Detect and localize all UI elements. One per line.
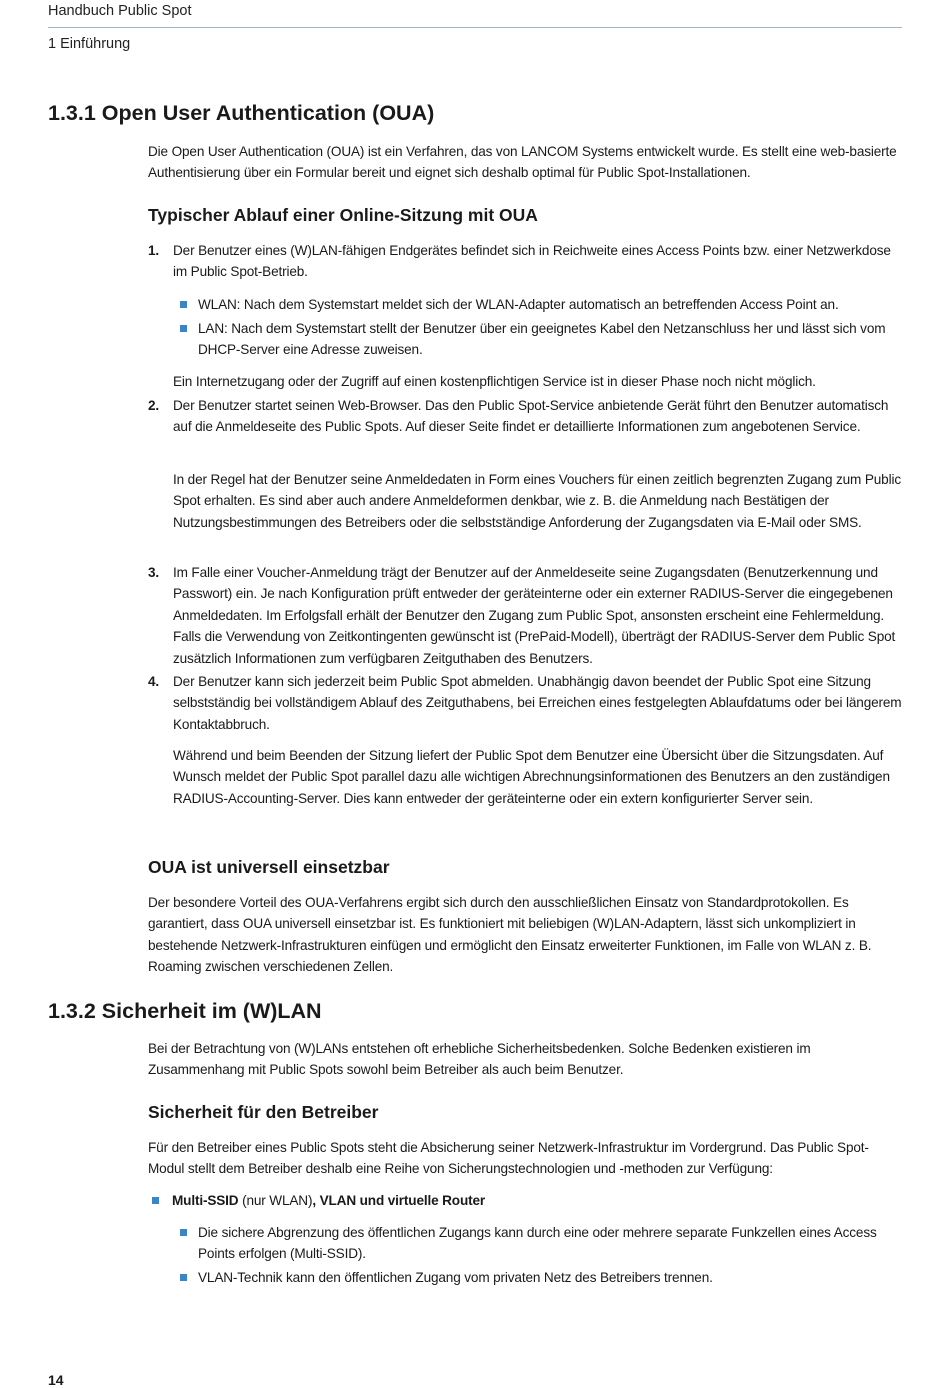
step-1 [148,240,903,283]
list-item-text: WLAN: Nach dem Systemstart meldet sich der WLAN-Adapter automatisch an betreffenden Access Point an. [198,297,839,312]
subheading-operator-security: Sicherheit für den Betreiber [148,1102,379,1122]
bullet-square-icon [180,1274,187,1281]
bullet-square-icon [180,1229,187,1236]
step-text: Im Falle einer Voucher-Anmeldung trägt der Benutzer auf der Anmeldeseite seine Zugangsdaten (Benutzerkennung und Passwort) ein. Je nach Konfiguration prüft entweder der geräteinterne oder ein externer RADIUS-Server die eingegebenen Anmeldedaten. Im Erfolgsfall erhält der Benutzer den Zugang zum Public Spot, ansonsten erscheint eine Fehlermeldung. Falls die Verwendung von Zeitkontingenten gewünscht ist (PrePaid-Modell), überträgt der RADIUS-Server dem Public Spot zusätzlich Informationen zum verfügbaren Zeitguthaben des Benutzers. [173,565,896,666]
list-item-text: Die sichere Abgrenzung des öffentlichen Zugangs kann durch eine oder mehrere separate Funkzellen eines Access Points erfolgen (Multi-SSID). [198,1225,877,1262]
step-4 [148,671,903,735]
step-text: Der Benutzer kann sich jederzeit beim Public Spot abmelden. Unabhängig davon beendet der Public Spot eine Sitzung selbstständig bei vollständigem Ablauf des Zeitguthabens, bei Erreichen eines festgelegten Ablaufdatums oder bei längerem Kontaktabbruch. [173,674,902,732]
step-1-note: Ein Internetzugang oder der Zugriff auf einen kostenpflichtigen Service ist in dieser Phase noch nicht möglich. [173,374,816,389]
term-multi-ssid: Multi-SSID [172,1193,239,1208]
list-item-lan [180,318,903,361]
step-4-note: Während und beim Beenden der Sitzung liefert der Public Spot dem Benutzer eine Übersicht über die Sitzungsdaten. Auf Wunsch meldet der Public Spot parallel dazu alle wichtigen Abrechnungsinformationen des Benutzers an den zuständigen RADIUS-Accounting-Server. Dies kann entweder der geräteinterne oder ein extern konfigurierter Server sein. [173,748,890,806]
list-item-text: VLAN-Technik kann den öffentlichen Zugang vom privaten Netz des Betreibers trennen. [198,1270,713,1285]
list-item-wlan [180,294,903,315]
list-item-text [172,1190,903,1211]
step-number: 2. [148,398,160,413]
bullet-square-icon [180,301,187,308]
bullet-square-icon [180,325,187,332]
step-2 [148,395,903,438]
list-item-multi-ssid [152,1190,903,1211]
manual-title: Handbuch Public Spot [48,3,192,19]
step-3 [148,562,903,669]
term-note: (nur WLAN) [238,1193,313,1208]
security-intro-paragraph: Bei der Betrachtung von (W)LANs entstehen oft erhebliche Sicherheitsbedenken. Solche Bedenken existieren im Zusammenhang mit Public Spots sowohl beim Betreiber als auch beim Benutzer. [148,1041,811,1078]
section-heading-security: 1.3.2 Sicherheit im (W)LAN [48,999,322,1023]
list-item-vlan [180,1267,903,1288]
subheading-typical-session: Typischer Ablauf einer Online-Sitzung mit OUA [148,205,538,225]
bullet-square-icon [152,1197,159,1204]
subheading-oua-universal: OUA ist universell einsetzbar [148,857,390,877]
operator-security-paragraph: Für den Betreiber eines Public Spots steht die Absicherung seiner Netzwerk-Infrastruktur im Vordergrund. Das Public Spot-Modul stellt dem Betreiber deshalb eine Reihe von Sicherungstechnologien und -methoden zur Verfügung: [148,1140,869,1177]
section-heading-oua: 1.3.1 Open User Authentication (OUA) [48,101,435,125]
step-number: 1. [148,243,160,258]
chapter-title: 1 Einführung [48,36,131,52]
step-text: Der Benutzer eines (W)LAN-fähigen Endgerätes befindet sich in Reichweite eines Access Points bzw. einer Netzwerkdose im Public Spot-Betrieb. [173,243,891,280]
oua-intro-paragraph: Die Open User Authentication (OUA) ist ein Verfahren, das von LANCOM Systems entwickelt wurde. Es stellt eine web-basierte Authentisierung über ein Formular bereit und eignet sich deshalb optimal für Public Spot-Installationen. [148,144,897,181]
oua-universal-paragraph: Der besondere Vorteil des OUA-Verfahrens ergibt sich durch den ausschließlichen Einsatz von Standardprotokollen. Es garantiert, dass OUA universell einsetzbar ist. Es funktioniert mit beliebigen (W)LAN-Adaptern, lässt sich unkompliziert in bestehende Netzwerk-Infrastrukturen einfügen und ermöglicht den Einsatz erweiterter Funktionen, im Falle von WLAN z. B. Roaming zwischen verschiedenen Zellen. [148,895,872,975]
step-text: Der Benutzer startet seinen Web-Browser. Das den Public Spot-Service anbietende Gerät führt den Benutzer automatisch auf die Anmeldeseite des Public Spots. Auf dieser Seite findet er detaillierte Informationen zum angebotenen Service. [173,398,889,435]
list-item-separation [180,1222,903,1265]
step-number: 3. [148,565,160,580]
list-item-text: LAN: Nach dem Systemstart stellt der Benutzer über ein geeignetes Kabel den Netzanschluss her und lässt sich vom DHCP-Server eine Adresse zuweisen. [198,321,886,358]
header-divider [48,27,902,28]
term-vlan-router: , VLAN und virtuelle Router [312,1193,486,1208]
page-number: 14 [48,1372,64,1388]
step-2-note: In der Regel hat der Benutzer seine Anmeldedaten in Form eines Vouchers für einen zeitlich begrenzten Zugang zum Public Spot erhalten. Es sind aber auch andere Anmeldeformen denkbar, wie z. B. die Anmeldung nach Bestätigen der Nutzungsbestimmungen des Betreibers oder die selbstständige Anforderung der Zugangsdaten via E-Mail oder SMS. [173,472,901,530]
step-number: 4. [148,674,160,689]
